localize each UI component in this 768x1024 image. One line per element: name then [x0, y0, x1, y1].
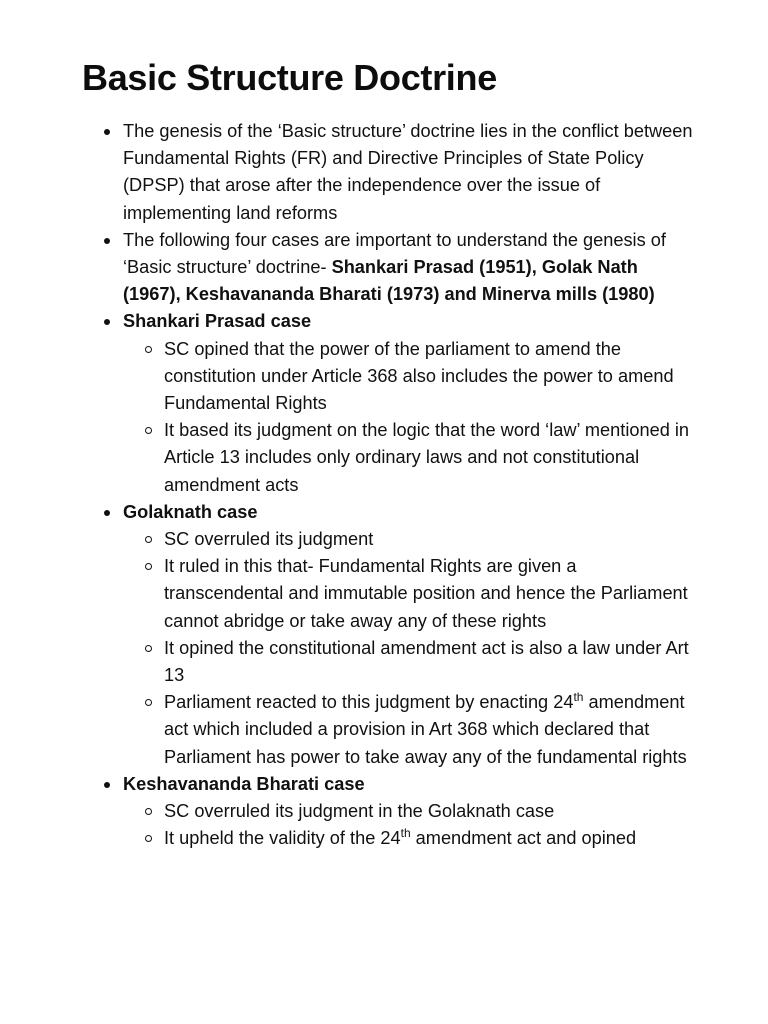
bullet-bold-text: Shankari Prasad (1951), Golak Nath (1967), Keshavananda Bharati (1973) and Minerva mills (1980) — [123, 257, 655, 305]
main-bullet-list — [123, 118, 698, 852]
sub-bullet — [164, 336, 698, 418]
bullet-genesis — [123, 118, 698, 227]
sub-bullet-text: It based its judgment on the logic that the word ‘law’ mentioned in Article 13 includes only ordinary laws and not constitutional amendment acts — [164, 420, 690, 495]
sub-bullet-text: SC opined that the power of the parliament to amend the constitution under Article 368 also includes the power to amend Fundamental Rights — [164, 338, 674, 414]
sub-bullet-text: It upheld the validity of the 24 — [164, 828, 401, 849]
sub-bullet — [164, 689, 698, 771]
sub-bullet — [164, 825, 698, 852]
sub-bullet-text: It opined the constitutional amendment act is also a law under Art 13 — [164, 637, 689, 686]
sub-bullet-text: amendment act and opined — [410, 828, 637, 849]
sub-bullet — [164, 417, 698, 499]
document-body — [123, 118, 698, 852]
sub-bullet-text: SC overruled its judgment in the Golaknath case — [164, 801, 555, 822]
bullet-text: The following four cases are important to understand the genesis of ‘Basic structure’ doctrine- — [123, 229, 666, 278]
sub-bullet — [164, 635, 698, 689]
bullet-text: The genesis of the ‘Basic structure’ doctrine lies in the conflict between Fundamental Rights (FR) and Directive Principles of State Policy (DPSP) that arose after the independence over the issue of implementing land reforms — [123, 121, 693, 223]
sub-bullet-list — [164, 526, 698, 771]
sub-bullet-text: Parliament reacted to this judgment by enacting 24 — [164, 692, 574, 713]
sub-bullet-text: It ruled in this that- Fundamental Rights are given a transcendental and immutable position and hence the Parliament cannot abridge or take away any of these rights — [164, 556, 688, 631]
case-heading: Golaknath case — [123, 501, 258, 522]
ordinal-superscript: th — [573, 690, 584, 705]
bullet-shankari-prasad — [123, 308, 698, 498]
sub-bullet — [164, 526, 698, 553]
case-heading: Shankari Prasad case — [123, 311, 312, 332]
case-heading: Keshavananda Bharati case — [123, 773, 365, 794]
sub-bullet-text: amendment act which included a provision in Art 368 which declared that Parliament has power to take away any of the fundamental rights — [164, 692, 687, 767]
sub-bullet — [164, 553, 698, 635]
sub-bullet-list — [164, 798, 698, 852]
sub-bullet — [164, 798, 698, 825]
ordinal-superscript: th — [400, 826, 411, 841]
bullet-keshavananda-bharati — [123, 771, 698, 853]
bullet-four-cases — [123, 227, 698, 309]
bullet-golaknath — [123, 499, 698, 771]
sub-bullet-list — [164, 336, 698, 499]
sub-bullet-text: SC overruled its judgment — [164, 529, 374, 550]
page-title: Basic Structure Doctrine — [82, 57, 497, 98]
